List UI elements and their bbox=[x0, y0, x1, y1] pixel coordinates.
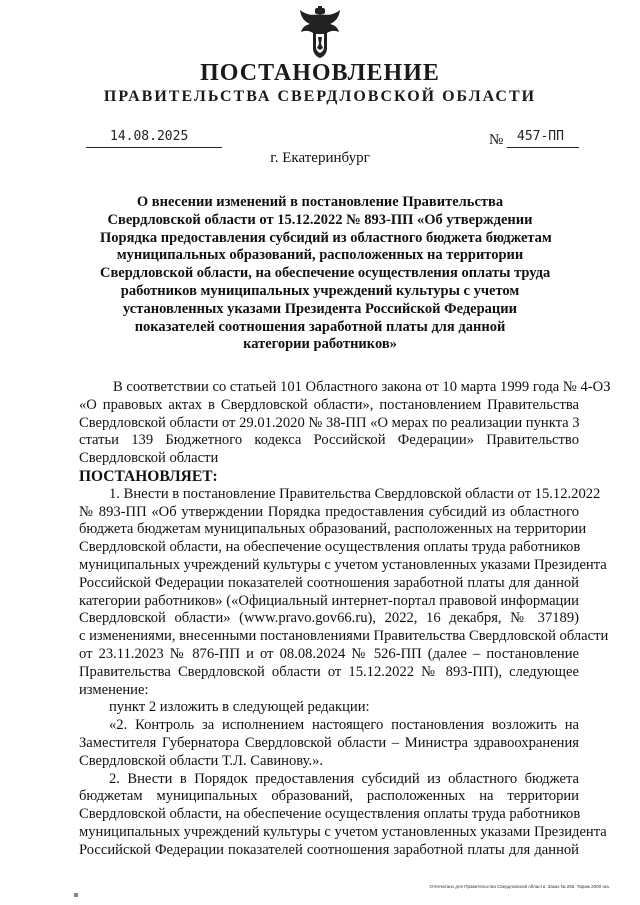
body-line: Свердловской области от 29.01.2020 № 38-ПП «О мерах по реализации пункта 3 bbox=[79, 414, 580, 431]
page-mark bbox=[74, 893, 78, 897]
body-line: пункт 2 изложить в следующей редакции: bbox=[109, 699, 370, 716]
heading-line: категории работников» bbox=[243, 336, 397, 353]
body-line: изменение: bbox=[79, 681, 149, 698]
body-line: статьи 139 Бюджетного кодекса Российской Федерации» Правительство bbox=[79, 432, 579, 449]
heading-line: Свердловской области, на обеспечение осуществления оплаты труда bbox=[100, 265, 551, 282]
body-line: Заместителя Губернатора Свердловской области – Министра здравоохранения bbox=[79, 734, 579, 751]
heading-line: показателей соотношения заработной платы для данной bbox=[134, 318, 506, 335]
issuing-authority: ПРАВИТЕЛЬСТВА СВЕРДЛОВСКОЙ ОБЛАСТИ bbox=[103, 88, 537, 105]
body-line: Свердловской области» (www.pravo.gov66.ru), 2022, 16 декабря, № 37189) bbox=[79, 610, 579, 627]
body-line: 2. Внести в Порядок предоставления субсидий из областного бюджета bbox=[109, 770, 579, 787]
body-line: бюджетам муниципальных образований, расположенных на территории bbox=[79, 788, 579, 805]
body-line: «2. Контроль за исполнением настоящего постановления возложить на bbox=[109, 717, 579, 734]
body-line: с изменениями, внесенными постановлениями Правительства Свердловской области bbox=[79, 628, 609, 645]
city: г. Екатеринбург bbox=[270, 150, 370, 166]
body-line: Российской Федерации показателей соотношения заработной платы для данной bbox=[79, 841, 579, 858]
heading-line: муниципальных образований, расположенных на территории bbox=[116, 247, 524, 264]
body-line: «О правовых актах в Свердловской области», постановлением Правительства bbox=[79, 396, 579, 413]
body-line: В соответствии со статьей 101 Областного закона от 10 марта 1999 года № 4-ОЗ bbox=[113, 379, 611, 395]
document-heading bbox=[100, 194, 552, 354]
heading-line: установленных указами Президента Российской Федерации bbox=[123, 300, 517, 317]
heading-line: Порядка предоставления субсидий из областного бюджета бюджетам bbox=[100, 229, 552, 246]
heading-line: Свердловской области от 15.12.2022 № 893-ПП «Об утверждении bbox=[107, 211, 533, 228]
document-title: ПОСТАНОВЛЕНИЕ bbox=[200, 60, 440, 86]
body-line: муниципальных учреждений культуры с учетом установленных указами Президента bbox=[79, 556, 607, 573]
body-line: муниципальных учреждений культуры с учетом установленных указами Президента bbox=[79, 823, 607, 840]
document-body bbox=[79, 379, 611, 860]
number-label: № bbox=[489, 132, 504, 148]
body-line: категории работников» («Официальный интернет-портал правовой информации bbox=[79, 592, 579, 609]
body-line: от 23.11.2023 № 876-ПП и от 08.08.2024 № 526-ПП (далее – постановление bbox=[79, 645, 579, 662]
heading-line: О внесении изменений в постановление Правительства bbox=[136, 194, 504, 210]
body-line: Свердловской области bbox=[79, 450, 219, 467]
resolution-keyword: ПОСТАНОВЛЯЕТ: bbox=[79, 467, 218, 485]
body-line: Российской Федерации показателей соотношения заработной платы для данной bbox=[79, 574, 579, 591]
body-line: 1. Внести в постановление Правительства Свердловской области от 15.12.2022 bbox=[109, 485, 601, 502]
body-line: Свердловской области, на обеспечение осуществления оплаты труда работников bbox=[79, 539, 581, 556]
document-date: 14.08.2025 bbox=[86, 127, 222, 148]
heading-line: работников муниципальных учреждений культуры с учетом bbox=[120, 282, 520, 299]
document-number: 457-ПП bbox=[507, 127, 579, 148]
body-line: бюджета бюджетам муниципальных образований, расположенных на территории bbox=[79, 521, 587, 538]
coat-of-arms-icon bbox=[297, 6, 343, 58]
body-line: Правительства Свердловской области от 15.12.2022 № 893-ПП), следующее bbox=[79, 663, 579, 680]
print-note: Отпечатано для Правительства Свердловской области. Заказ № 256. Тираж 2000 экз. bbox=[429, 884, 610, 889]
body-line: Свердловской области Т.Л. Савинову.». bbox=[79, 752, 324, 769]
body-line: № 893-ПП «Об утверждении Порядка предоставления субсидий из областного bbox=[79, 503, 579, 520]
body-line: Свердловской области, на обеспечение осуществления оплаты труда работников bbox=[79, 806, 581, 823]
